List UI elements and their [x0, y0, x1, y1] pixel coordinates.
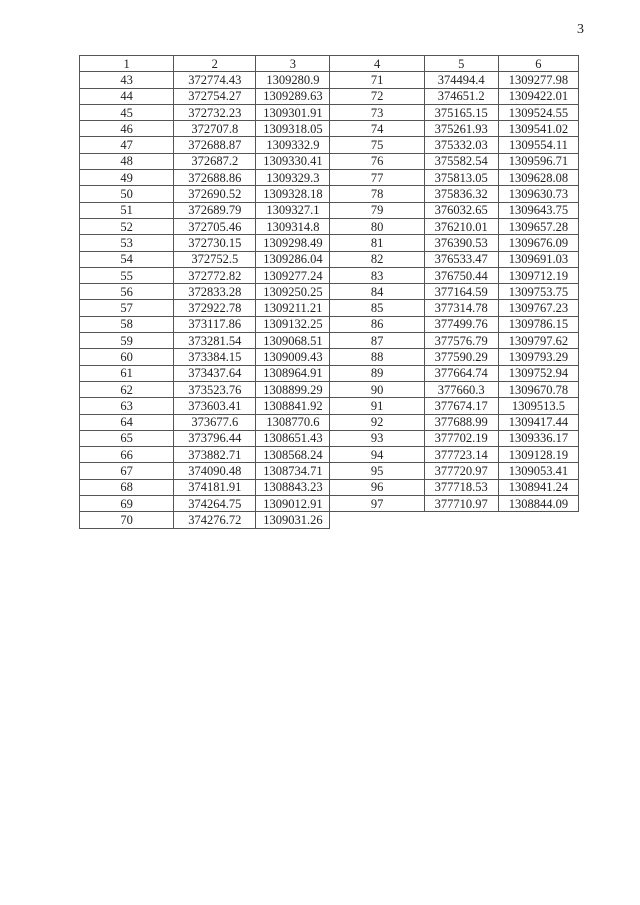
table-cell: 1308841.92	[256, 398, 330, 414]
table-cell: 374494.4	[424, 72, 498, 88]
table-cell: 373677.6	[174, 414, 256, 430]
table-cell	[424, 512, 498, 528]
table-cell: 1308941.24	[498, 479, 578, 495]
table-cell: 1309128.19	[498, 447, 578, 463]
table-cell: 74	[330, 121, 424, 137]
table-cell: 1309596.71	[498, 153, 578, 169]
table-cell: 63	[80, 398, 174, 414]
table-row	[80, 300, 579, 316]
table-row	[80, 463, 579, 479]
table-cell: 373603.41	[174, 398, 256, 414]
table-cell: 377723.14	[424, 447, 498, 463]
table-row	[80, 479, 579, 495]
table-cell: 375261.93	[424, 121, 498, 137]
table-cell: 1309329.3	[256, 170, 330, 186]
table-cell: 44	[80, 88, 174, 104]
table-cell: 372774.43	[174, 72, 256, 88]
table-cell: 72	[330, 88, 424, 104]
table-cell: 373796.44	[174, 430, 256, 446]
table-cell	[330, 512, 424, 528]
table-cell: 96	[330, 479, 424, 495]
table-cell: 75	[330, 137, 424, 153]
table-cell: 375836.32	[424, 186, 498, 202]
table-row	[80, 349, 579, 365]
table-cell: 1309330.41	[256, 153, 330, 169]
table-cell: 1309031.26	[256, 512, 330, 528]
table-cell: 84	[330, 284, 424, 300]
table-cell: 377499.76	[424, 316, 498, 332]
table-cell: 1309327.1	[256, 202, 330, 218]
table-cell: 80	[330, 218, 424, 234]
table-cell: 1309797.62	[498, 333, 578, 349]
table-cell: 375332.03	[424, 137, 498, 153]
table-cell: 55	[80, 267, 174, 283]
table-cell: 1309793.29	[498, 349, 578, 365]
table-cell: 1309691.03	[498, 251, 578, 267]
table-cell: 53	[80, 235, 174, 251]
table-cell: 377674.17	[424, 398, 498, 414]
table-cell: 48	[80, 153, 174, 169]
table-row	[80, 170, 579, 186]
column-header: 4	[330, 56, 424, 72]
table-cell: 1308651.43	[256, 430, 330, 446]
table-cell: 46	[80, 121, 174, 137]
table-cell: 88	[330, 349, 424, 365]
table-cell: 1309417.44	[498, 414, 578, 430]
column-header: 3	[256, 56, 330, 72]
table-cell: 1308770.6	[256, 414, 330, 430]
table-cell: 45	[80, 104, 174, 120]
table-cell: 50	[80, 186, 174, 202]
table-cell: 71	[330, 72, 424, 88]
table-cell: 1308964.91	[256, 365, 330, 381]
table-cell: 375582.54	[424, 153, 498, 169]
table-cell: 1308899.29	[256, 381, 330, 397]
table-cell: 70	[80, 512, 174, 528]
table-cell: 376750.44	[424, 267, 498, 283]
table-cell: 1309068.51	[256, 333, 330, 349]
table-cell: 81	[330, 235, 424, 251]
table-cell: 95	[330, 463, 424, 479]
table-row	[80, 430, 579, 446]
table-row	[80, 121, 579, 137]
table-header-row	[80, 56, 579, 72]
table-cell: 373523.76	[174, 381, 256, 397]
table-cell: 1309277.24	[256, 267, 330, 283]
table-cell: 373882.71	[174, 447, 256, 463]
table-cell: 86	[330, 316, 424, 332]
table-cell: 377590.29	[424, 349, 498, 365]
table-cell: 372690.52	[174, 186, 256, 202]
table-row	[80, 284, 579, 300]
table-cell: 373117.86	[174, 316, 256, 332]
table-cell: 77	[330, 170, 424, 186]
column-header: 6	[498, 56, 578, 72]
column-header: 2	[174, 56, 256, 72]
table-cell: 372833.28	[174, 284, 256, 300]
column-header: 1	[80, 56, 174, 72]
table-cell: 375813.05	[424, 170, 498, 186]
table-cell	[498, 512, 578, 528]
table-cell: 1309554.11	[498, 137, 578, 153]
table-cell: 67	[80, 463, 174, 479]
table-cell: 1309628.08	[498, 170, 578, 186]
table-row	[80, 512, 579, 528]
table-cell: 1309132.25	[256, 316, 330, 332]
table-cell: 1309786.15	[498, 316, 578, 332]
table-cell: 377314.78	[424, 300, 498, 316]
table-cell: 1309328.18	[256, 186, 330, 202]
table-cell: 373281.54	[174, 333, 256, 349]
table-cell: 377164.59	[424, 284, 498, 300]
table-cell: 59	[80, 333, 174, 349]
table-cell: 1309524.55	[498, 104, 578, 120]
table-cell: 1309712.19	[498, 267, 578, 283]
table-cell: 376210.01	[424, 218, 498, 234]
table-cell: 1309250.25	[256, 284, 330, 300]
table-cell: 374090.48	[174, 463, 256, 479]
table-cell: 372687.2	[174, 153, 256, 169]
table-cell: 377702.19	[424, 430, 498, 446]
table-cell: 1309318.05	[256, 121, 330, 137]
table-row	[80, 137, 579, 153]
table-cell: 57	[80, 300, 174, 316]
table-cell: 60	[80, 349, 174, 365]
table-cell: 376390.53	[424, 235, 498, 251]
table-cell: 377688.99	[424, 414, 498, 430]
table-cell: 372689.79	[174, 202, 256, 218]
table-cell: 372754.27	[174, 88, 256, 104]
table-cell: 1309211.21	[256, 300, 330, 316]
table-cell: 1309280.9	[256, 72, 330, 88]
table-cell: 56	[80, 284, 174, 300]
table-cell: 1309630.73	[498, 186, 578, 202]
table-cell: 65	[80, 430, 174, 446]
table-cell: 376032.65	[424, 202, 498, 218]
table-cell: 97	[330, 496, 424, 512]
table-cell: 89	[330, 365, 424, 381]
table-row	[80, 218, 579, 234]
table-cell: 61	[80, 365, 174, 381]
table-cell: 43	[80, 72, 174, 88]
table-cell: 79	[330, 202, 424, 218]
table-row	[80, 381, 579, 397]
table-cell: 374276.72	[174, 512, 256, 528]
table-cell: 372707.8	[174, 121, 256, 137]
table-row	[80, 316, 579, 332]
table-cell: 1309314.8	[256, 218, 330, 234]
table-cell: 372922.78	[174, 300, 256, 316]
table-cell: 58	[80, 316, 174, 332]
table-cell: 92	[330, 414, 424, 430]
table-cell: 1309513.5	[498, 398, 578, 414]
table-cell: 51	[80, 202, 174, 218]
table-cell: 52	[80, 218, 174, 234]
table-cell: 1309676.09	[498, 235, 578, 251]
table-cell: 1309277.98	[498, 72, 578, 88]
table-cell: 91	[330, 398, 424, 414]
table-cell: 1309336.17	[498, 430, 578, 446]
table-cell: 64	[80, 414, 174, 430]
table-row	[80, 333, 579, 349]
table-cell: 1309301.91	[256, 104, 330, 120]
table-cell: 374651.2	[424, 88, 498, 104]
table-cell: 87	[330, 333, 424, 349]
table-cell: 374181.91	[174, 479, 256, 495]
page-number: 3	[577, 22, 584, 37]
table-cell: 1309670.78	[498, 381, 578, 397]
table-row	[80, 365, 579, 381]
table-cell: 1309767.23	[498, 300, 578, 316]
table-cell: 377660.3	[424, 381, 498, 397]
table-cell: 69	[80, 496, 174, 512]
table-row	[80, 447, 579, 463]
column-header: 5	[424, 56, 498, 72]
table-cell: 90	[330, 381, 424, 397]
table-cell: 78	[330, 186, 424, 202]
table-cell: 372688.87	[174, 137, 256, 153]
table-cell: 1309286.04	[256, 251, 330, 267]
table-row	[80, 398, 579, 414]
table-cell: 54	[80, 251, 174, 267]
table-row	[80, 186, 579, 202]
table-cell: 49	[80, 170, 174, 186]
table-row	[80, 267, 579, 283]
table-cell: 372752.5	[174, 251, 256, 267]
table-row	[80, 251, 579, 267]
table-cell: 372688.86	[174, 170, 256, 186]
table-cell: 85	[330, 300, 424, 316]
table-cell: 372772.82	[174, 267, 256, 283]
table-cell: 94	[330, 447, 424, 463]
table-cell: 1309541.02	[498, 121, 578, 137]
table-cell: 1309422.01	[498, 88, 578, 104]
table-row	[80, 104, 579, 120]
table-cell: 1309332.9	[256, 137, 330, 153]
table-cell: 1309012.91	[256, 496, 330, 512]
table-cell: 1309298.49	[256, 235, 330, 251]
table-cell: 377720.97	[424, 463, 498, 479]
table-cell: 377718.53	[424, 479, 498, 495]
table-row	[80, 414, 579, 430]
table-row	[80, 153, 579, 169]
table-cell: 82	[330, 251, 424, 267]
table-cell: 376533.47	[424, 251, 498, 267]
table-cell: 73	[330, 104, 424, 120]
table-cell: 1309053.41	[498, 463, 578, 479]
table-cell: 374264.75	[174, 496, 256, 512]
table-cell: 68	[80, 479, 174, 495]
table-row	[80, 72, 579, 88]
table-cell: 377576.79	[424, 333, 498, 349]
table-cell: 1309643.75	[498, 202, 578, 218]
table-cell: 62	[80, 381, 174, 397]
table-cell: 1309753.75	[498, 284, 578, 300]
table-cell: 372705.46	[174, 218, 256, 234]
table-row	[80, 88, 579, 104]
table-cell: 1308734.71	[256, 463, 330, 479]
table-body	[80, 72, 579, 528]
table-cell: 1308568.24	[256, 447, 330, 463]
table-cell: 373437.64	[174, 365, 256, 381]
table-cell: 1309009.43	[256, 349, 330, 365]
table-cell: 66	[80, 447, 174, 463]
table-cell: 1309289.63	[256, 88, 330, 104]
table-cell: 377710.97	[424, 496, 498, 512]
coordinates-table	[79, 55, 579, 529]
table-cell: 1309752.94	[498, 365, 578, 381]
table-cell: 375165.15	[424, 104, 498, 120]
table-cell: 76	[330, 153, 424, 169]
table-cell: 47	[80, 137, 174, 153]
table-cell: 372732.23	[174, 104, 256, 120]
table-cell: 83	[330, 267, 424, 283]
table-cell: 1308844.09	[498, 496, 578, 512]
table-cell: 372730.15	[174, 235, 256, 251]
table-cell: 1308843.23	[256, 479, 330, 495]
table-cell: 377664.74	[424, 365, 498, 381]
table-row	[80, 235, 579, 251]
table-cell: 93	[330, 430, 424, 446]
table-row	[80, 496, 579, 512]
table-cell: 373384.15	[174, 349, 256, 365]
table-cell: 1309657.28	[498, 218, 578, 234]
table-row	[80, 202, 579, 218]
